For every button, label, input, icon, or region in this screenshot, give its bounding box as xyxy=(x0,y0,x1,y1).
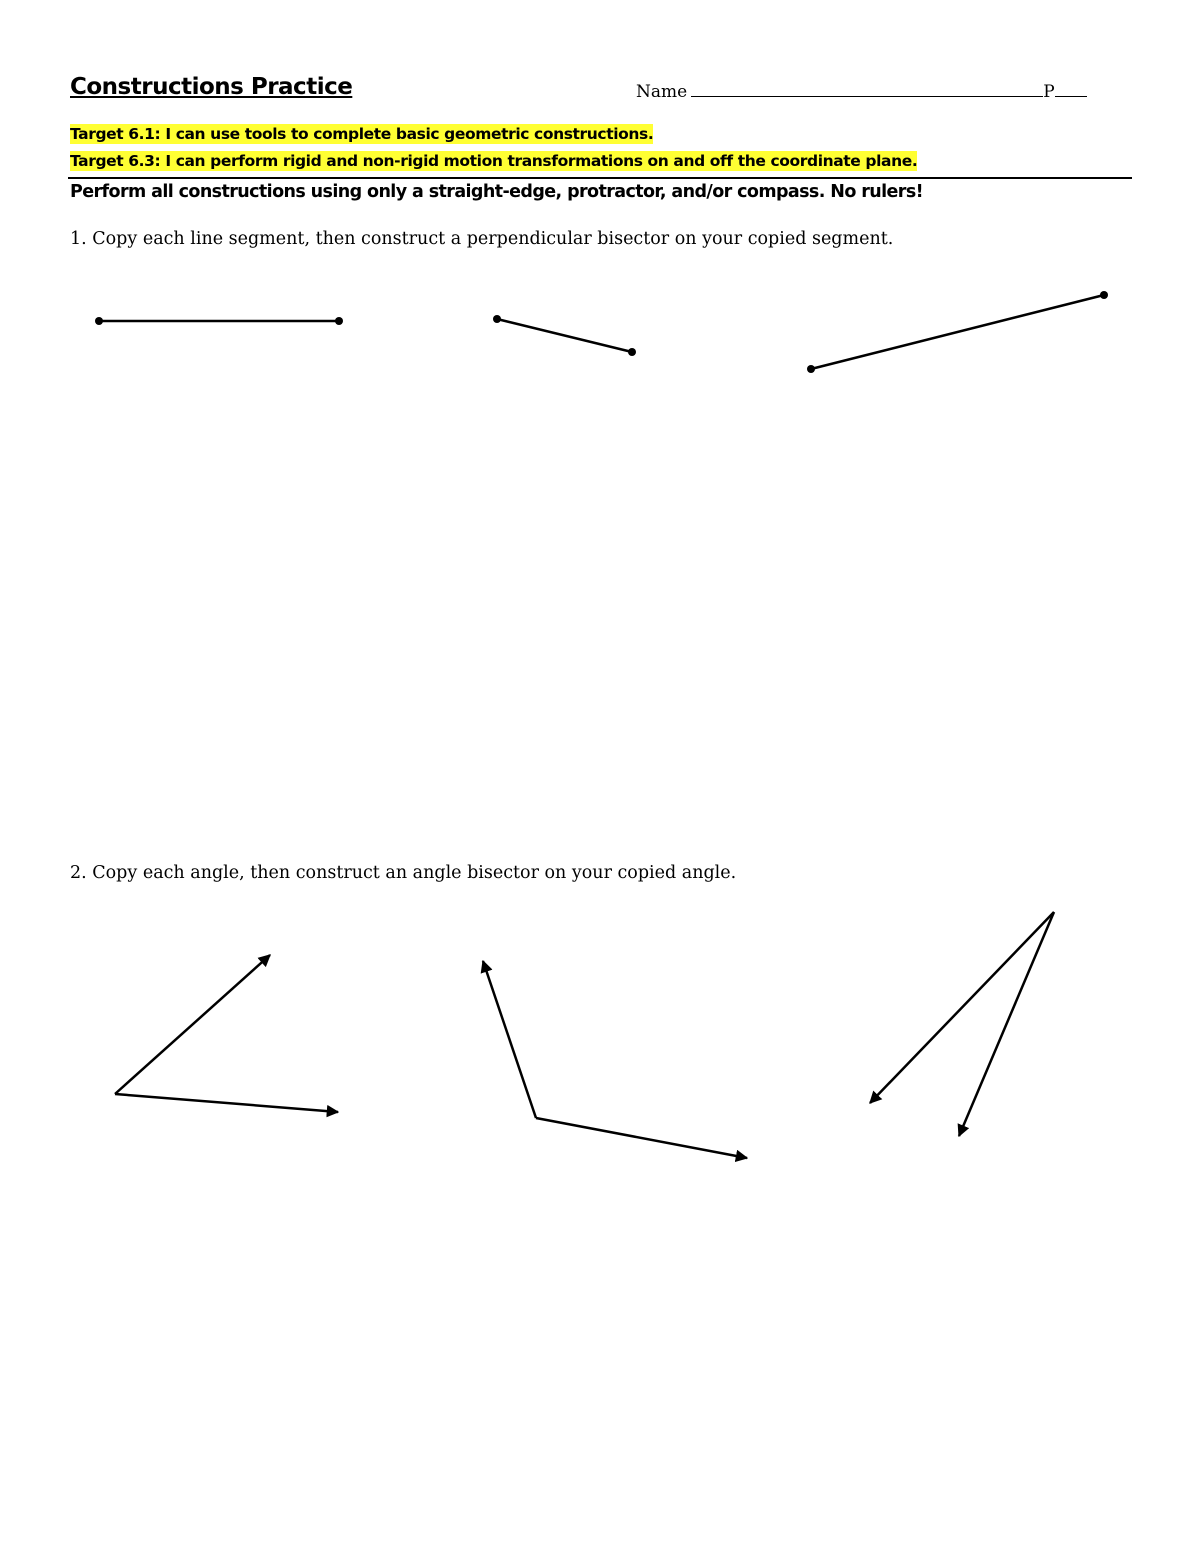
angle-1-ray-a xyxy=(115,955,270,1094)
target-6-3: Target 6.3: I can perform rigid and non-rigid motion transformations on and off the coordinate plane. xyxy=(70,152,918,170)
segment-2 xyxy=(493,315,636,356)
angle-1-ray-b xyxy=(115,1094,338,1112)
question-1: 1. Copy each line segment, then construct a perpendicular bisector on your copied segment. xyxy=(70,229,894,249)
angle-2-ray-b xyxy=(536,1118,747,1158)
angle-3-ray-b xyxy=(959,912,1054,1136)
segment-3 xyxy=(807,291,1108,373)
segment-3-endpoint-a xyxy=(807,365,815,373)
angle-2 xyxy=(483,961,747,1158)
segment-1-endpoint-b xyxy=(335,317,343,325)
page-title: Constructions Practice xyxy=(70,74,353,100)
segment-1 xyxy=(95,317,343,325)
angle-2-ray-a xyxy=(483,961,536,1118)
segment-2-endpoint-a xyxy=(493,315,501,323)
target-6-1: Target 6.1: I can use tools to complete basic geometric constructions. xyxy=(70,125,654,143)
period-label: P xyxy=(1043,82,1055,102)
angle-1 xyxy=(115,955,338,1112)
segment-3-endpoint-b xyxy=(1100,291,1108,299)
name-label: Name xyxy=(636,82,688,102)
segment-1-endpoint-a xyxy=(95,317,103,325)
question-2: 2. Copy each angle, then construct an angle bisector on your copied angle. xyxy=(70,863,737,883)
segment-2-endpoint-b xyxy=(628,348,636,356)
directions: Perform all constructions using only a straight-edge, protractor, and/or compass. No rulers! xyxy=(70,182,924,202)
angle-3-ray-a xyxy=(870,912,1054,1103)
angle-3 xyxy=(870,912,1054,1136)
